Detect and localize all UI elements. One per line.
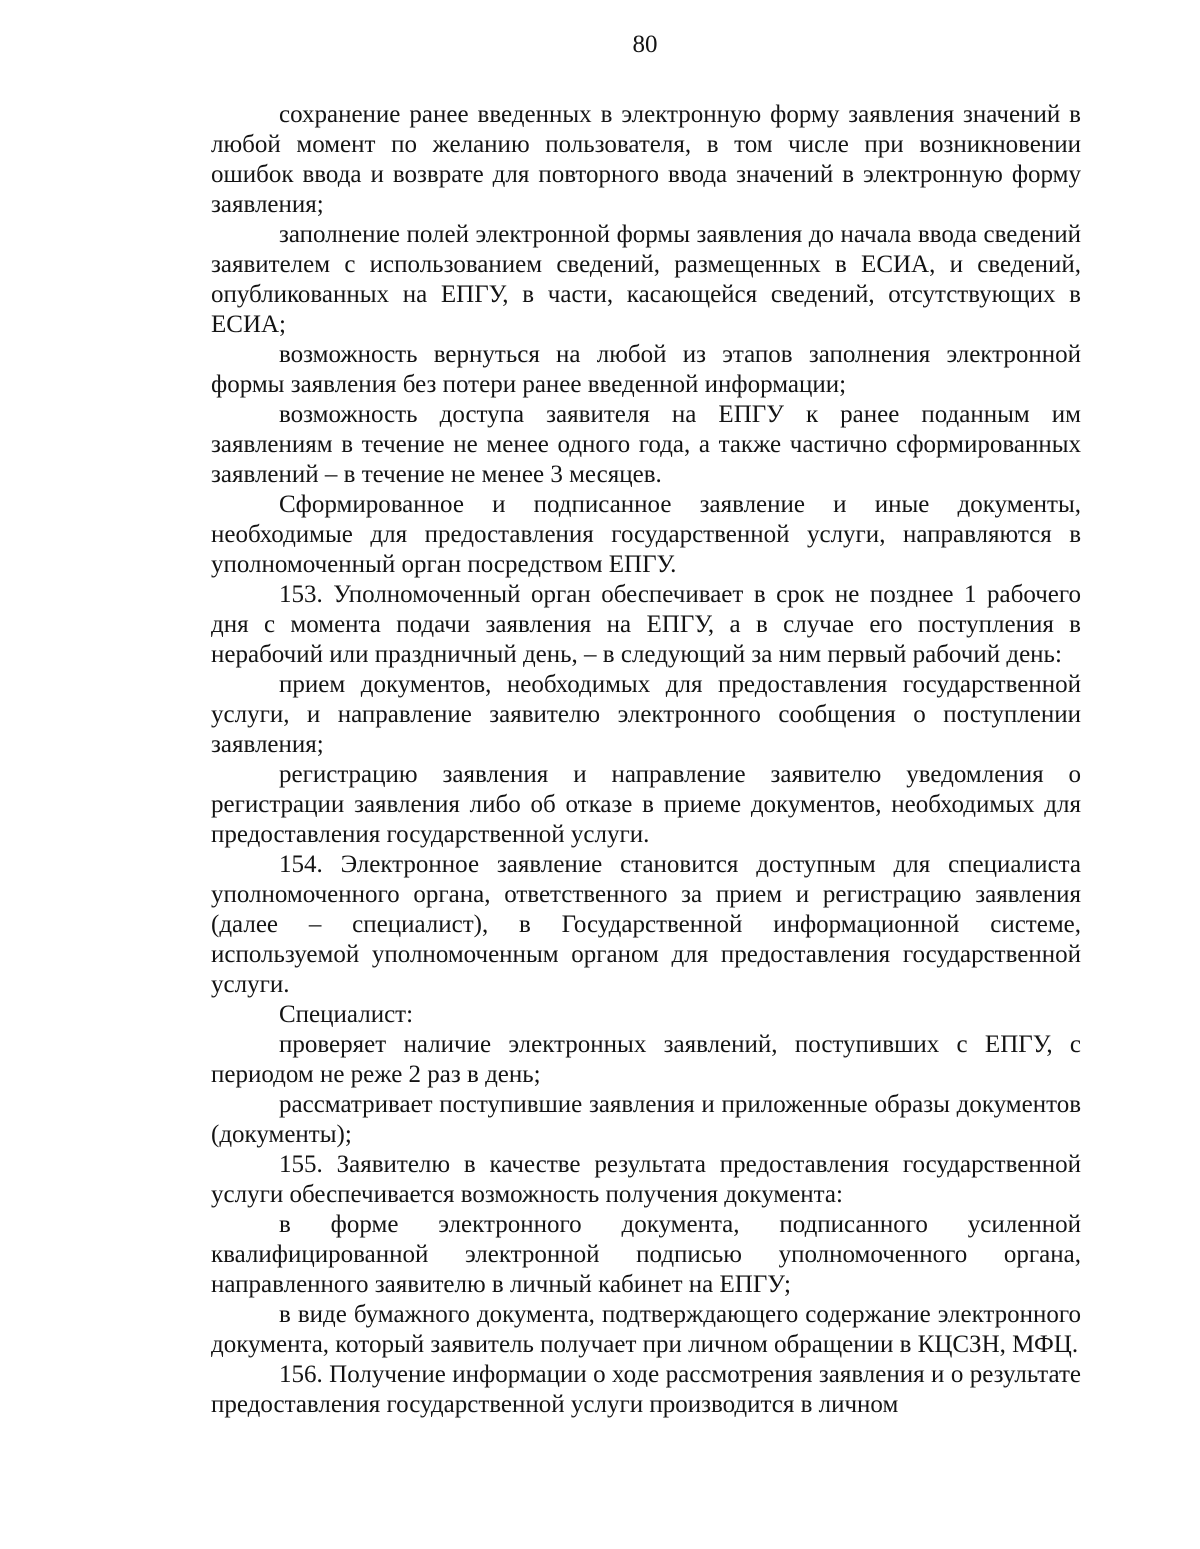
paragraph: рассматривает поступившие заявления и приложенные образы документов (документы); bbox=[211, 1091, 1081, 1148]
paragraph: прием документов, необходимых для предоставления государственной услуги, и направление заявителю электронного сообщения о поступлении заявления; bbox=[211, 671, 1081, 758]
page-number: 80 bbox=[632, 31, 658, 58]
paragraph: 156. Получение информации о ходе рассмотрения заявления и о результате предоставления государственной услуги производится в личном bbox=[211, 1361, 1081, 1418]
paragraph: сохранение ранее введенных в электронную форму заявления значений в любой момент по желанию пользователя, в том числе при возникновении ошибок ввода и возврате для повторного ввода значений в электронную форму заявления; bbox=[211, 101, 1081, 218]
paragraph: 153. Уполномоченный орган обеспечивает в срок не позднее 1 рабочего дня с момента подачи заявления на ЕПГУ, а в случае его поступления в нерабочий или праздничный день, – в следующий за ним первый рабочий день: bbox=[211, 581, 1081, 668]
paragraph: возможность доступа заявителя на ЕПГУ к ранее поданным им заявлениям в течение не менее одного года, а также частично сформированных заявлений – в течение не менее 3 месяцев. bbox=[211, 401, 1081, 488]
paragraph: Сформированное и подписанное заявление и иные документы, необходимые для предоставления государственной услуги, направляются в уполномоченный орган посредством ЕПГУ. bbox=[211, 491, 1081, 578]
paragraph: заполнение полей электронной формы заявления до начала ввода сведений заявителем с использованием сведений, размещенных в ЕСИА, и сведений, опубликованных на ЕПГУ, в части, касающейся сведений, отсутствующих в ЕСИА; bbox=[211, 221, 1081, 338]
body-text bbox=[211, 100, 1081, 1420]
paragraph: в форме электронного документа, подписанного усиленной квалифицированной электронной подписью уполномоченного органа, направленного заявителю в личный кабинет на ЕПГУ; bbox=[211, 1211, 1081, 1298]
paragraph: проверяет наличие электронных заявлений, поступивших с ЕПГУ, с периодом не реже 2 раз в день; bbox=[211, 1031, 1081, 1088]
paragraph: 155. Заявителю в качестве результата предоставления государственной услуги обеспечивается возможность получения документа: bbox=[211, 1151, 1081, 1208]
paragraph: в виде бумажного документа, подтверждающего содержание электронного документа, который заявитель получает при личном обращении в КЦСЗН, МФЦ. bbox=[211, 1301, 1081, 1358]
paragraph: регистрацию заявления и направление заявителю уведомления о регистрации заявления либо об отказе в приеме документов, необходимых для предоставления государственной услуги. bbox=[211, 761, 1081, 848]
paragraph: возможность вернуться на любой из этапов заполнения электронной формы заявления без потери ранее введенной информации; bbox=[211, 341, 1081, 398]
paragraph: Специалист: bbox=[279, 1001, 414, 1028]
paragraph: 154. Электронное заявление становится доступным для специалиста уполномоченного органа, ответственного за прием и регистрацию заявления (далее – специалист), в Государственной информационной системе, используемой уполномоченным органом для предоставления государственной услуги. bbox=[211, 851, 1081, 998]
